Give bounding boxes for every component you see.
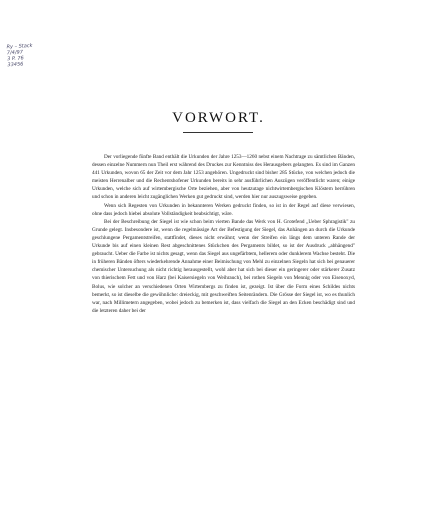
pencil-line: 3 P. 76 (7, 55, 24, 63)
paragraph: Wenn sich Regesten von Urkunden in bekannteren Werken gedruckt finden, so ist in der Regel auf diese verwiesen, ohne dass jedoch hiebei absolute Vollständigkeit beabsichtigt, wäre. (92, 202, 355, 217)
body-text (92, 153, 355, 315)
page-title: VORWORT. (172, 110, 265, 126)
title-rule (183, 132, 253, 133)
pencil-line: 7/4/97 (6, 49, 24, 57)
paragraph: Der vorliegende fünfte Band enthält die Urkunden der Jahre 1253—1260 nebst einem Nachtrage zu sämtlichen Bänden, dessen einzelne Nummern nun Theil erst während des Druckes zur Kenntniss des Herausgebers gelangten. Es sind im Ganzen 441 Urkunden, wovon 65 der Zeit vor dem Jahr 1253 angehören. Ungedruckt sind bisher 285 Stücke, von welchen jedoch die meisten Herrenalber und die Rechentshofener Urkunden bereits in sehr ausführlichen Auszügen veröffentlicht waren; einige Urkunden, welche sich auf wirtembergische Orte beziehen, aber von heutzutage nichtwirtembergischen Klöstern herrühren und schon in anderen leicht zugänglichen Werken gut gedruckt sind, werden hier nur auszugsweise gegeben. (92, 154, 355, 201)
pencil-line: 33456 (7, 61, 24, 69)
paragraph: Bei der Beschreibung der Siegel ist wie schon beim vierten Bande das Werk von H. Grotefend „Ueber Sphragistik" zu Grunde gelegt. Insbesondere ist, wenn die regelmässige Art der Befestigung der Siegel, das Anhängen an durch die Urkunde geschlungene Pergamentstreifen, stattfindet, dieses nicht erwähnt; wenn der Streifen ein längs dem unteren Rande der Urkunde bis auf einen kleinen Rest abgeschnittenes Stückchen des Pergaments bildet, so ist der Ausdruck „abhängend" gebraucht. Ueber die Farbe ist nichts gesagt, wenn das Siegel aus ungefärbtem, hellerem oder dunklerem Wachse besteht. Die in früheren Bänden öfters wiederkehrende Annahme einer Beimischung von Mehl zu einzelnen Siegeln hat sich bei genauerer chemischer Untersuchung als nicht richtig herausgestellt, wohl aber hat sich bei dieser ein geringerer oder stärkerer Zusatz von thierischem Fett und von Harz (bei Kaisersiegeln von Weihrauch), bei rothen Siegeln von Mennig oder von Eisenoxyd, Bolus, wie solcher an verschiedenen Orten Wirtembergs zu finden ist, gezeigt. Ist über die Form eines Schildes nichts bemerkt, so ist dieselbe die gewöhnliche: dreieckig, mit geschweiften Seitenrändern. Die Grösse der Siegel ist, wo es thunlich war, nach Millimetern angegeben, wobei jedoch zu bemerken ist, dass vielfach die Siegel an den Ecken beschädigt sind und die letzteren daher bei der (92, 218, 355, 314)
pencil-annotation (6, 42, 55, 68)
pencil-line: Ry – Stack (6, 42, 33, 51)
